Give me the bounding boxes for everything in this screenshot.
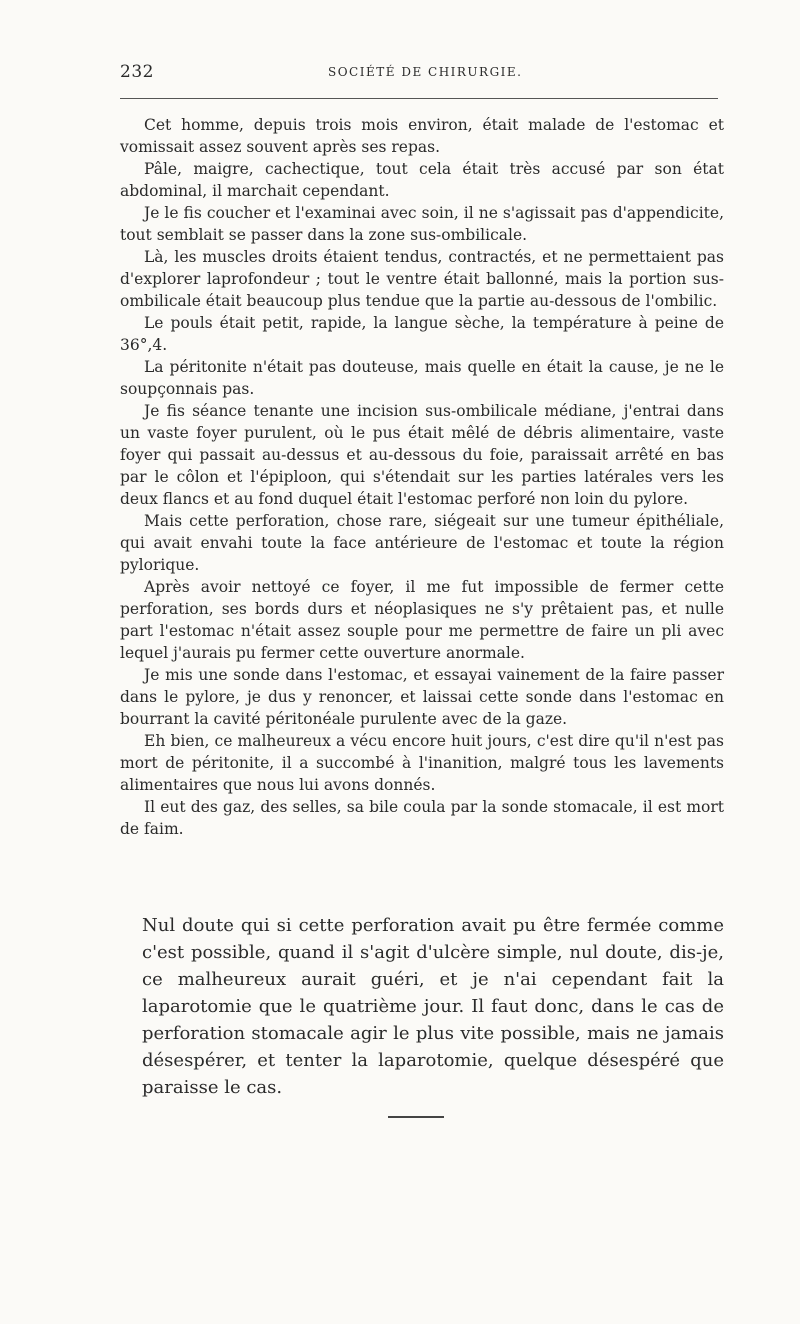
paragraph: Mais cette perforation, chose rare, siégeait sur une tumeur épithéliale, qui avait envahi toute la face antérieure de l'estomac et toute la région pylorique. [120, 512, 724, 574]
header-rule [120, 98, 718, 99]
conclusion-paragraph: Nul doute qui si cette perforation avait pu être fermée comme c'est possible, quand il s'agit d'ulcère simple, nul doute, dis-je, ce malheureux aurait guéri, et je n'ai cependant fait la laparotomie que le quatrième jour. Il faut donc, dans le cas de perforation stomacale agir le plus vite possible, mais ne jamais désespérer, et tenter la laparotomie, quelque désespéré que paraisse le cas. [142, 915, 724, 1098]
page-number: 232 [120, 62, 154, 82]
paragraph: Pâle, maigre, cachectique, tout cela était très accusé par son état abdominal, il marchait cependant. [120, 160, 724, 200]
paragraph: Cet homme, depuis trois mois environ, était malade de l'estomac et vomissait assez souvent après ses repas. [120, 116, 724, 156]
paragraph: La péritonite n'était pas douteuse, mais quelle en était la cause, je ne le soupçonnais pas. [120, 358, 724, 398]
paragraph: Eh bien, ce malheureux a vécu encore huit jours, c'est dire qu'il n'est pas mort de péritonite, il a succombé à l'inanition, malgré tous les lavements alimentaires que nous lui avons donnés. [120, 732, 724, 794]
end-rule [388, 1116, 444, 1118]
page-header [120, 62, 718, 86]
conclusion-block [142, 912, 724, 1101]
paragraph: Je fis séance tenante une incision sus-ombilicale médiane, j'entrai dans un vaste foyer purulent, où le pus était mêlé de débris alimentaire, vaste foyer qui passait au-dessus et au-dessous du foie, paraissait arrêté en bas par le côlon et l'épiploon, qui s'étendait sur les parties latérales vers les deux flancs et au fond duquel était l'estomac perforé non loin du pylore. [120, 402, 724, 508]
body-text [120, 114, 724, 840]
paragraph: Je mis une sonde dans l'estomac, et essayai vainement de la faire passer dans le pylore, je dus y renoncer, et laissai cette sonde dans l'estomac en bourrant la cavité péritonéale purulente avec de la gaze. [120, 666, 724, 728]
paragraph: Je le fis coucher et l'examinai avec soin, il ne s'agissait pas d'appendicite, tout semblait se passer dans la zone sus-ombilicale. [120, 204, 724, 244]
paragraph: Après avoir nettoyé ce foyer, il me fut impossible de fermer cette perforation, ses bords durs et néoplasiques ne s'y prêtaient pas, et nulle part l'estomac n'était assez souple pour me permettre de faire un pli avec lequel j'aurais pu fermer cette ouverture anormale. [120, 578, 724, 662]
paragraph: Le pouls était petit, rapide, la langue sèche, la température à peine de 36°,4. [120, 314, 724, 354]
running-head: SOCIÉTÉ DE CHIRURGIE. [328, 65, 523, 79]
paragraph: Là, les muscles droits étaient tendus, contractés, et ne permettaient pas d'explorer laprofondeur ; tout le ventre était ballonné, mais la portion sus-ombilicale était beaucoup plus tendue que la partie au-dessous de l'ombilic. [120, 248, 724, 310]
paragraph: Il eut des gaz, des selles, sa bile coula par la sonde stomacale, il est mort de faim. [120, 798, 724, 838]
